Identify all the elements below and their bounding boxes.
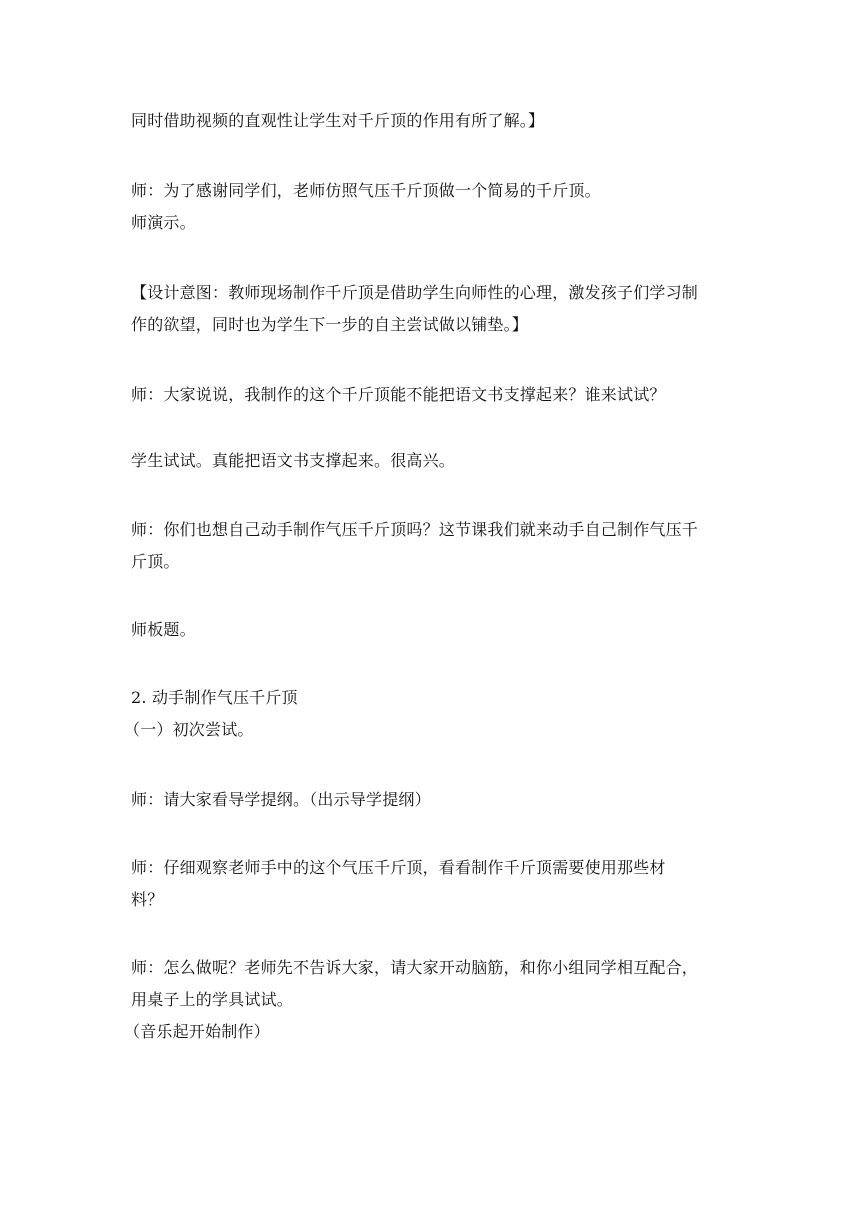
paragraph-line: 师：大家说说，我制作的这个千斤顶能不能把语文书支撑起来？谁来试试？ xyxy=(131,385,666,404)
paragraph-line: 学生试试。真能把语文书支撑起来。很高兴。 xyxy=(131,451,456,470)
paragraph-line: 师：请大家看导学提纲。（出示导学提纲） xyxy=(131,790,431,809)
paragraph-line: 师：你们也想自己动手制作气压千斤顶吗？这节课我们就来动手自己制作气压千 xyxy=(131,520,699,539)
paragraph-line: 作的欲望，同时也为学生下一步的自主尝试做以铺垫。】 xyxy=(131,315,529,334)
paragraph-line: 师演示。 xyxy=(131,213,196,232)
paragraph-line: 师：仔细观察老师手中的这个气压千斤顶，看看制作千斤顶需要使用那些材 xyxy=(131,858,666,877)
subsection-heading: （一）初次尝试。 xyxy=(124,720,254,739)
paragraph-line: 同时借助视频的直观性让学生对千斤顶的作用有所了解。】 xyxy=(131,111,545,130)
paragraph-line: 师：怎么做呢？老师先不告诉大家，请大家开动脑筋，和你小组同学相互配合， xyxy=(131,958,699,977)
paragraph-line: 斤顶。 xyxy=(131,552,180,571)
paragraph-line: 用桌子上的学具试试。 xyxy=(131,990,294,1009)
paragraph-line: 师：为了感谢同学们，老师仿照气压千斤顶做一个简易的千斤顶。 xyxy=(131,181,601,200)
paragraph-line: 料？ xyxy=(131,890,164,909)
paragraph-line: （音乐起开始制作） xyxy=(124,1022,270,1041)
paragraph-line: 【设计意图：教师现场制作千斤顶是借助学生向师性的心理，激发孩子们学习制 xyxy=(131,283,699,302)
section-heading: 2. 动手制作气压千斤顶 xyxy=(131,688,298,707)
paragraph-line: 师板题。 xyxy=(131,620,196,639)
